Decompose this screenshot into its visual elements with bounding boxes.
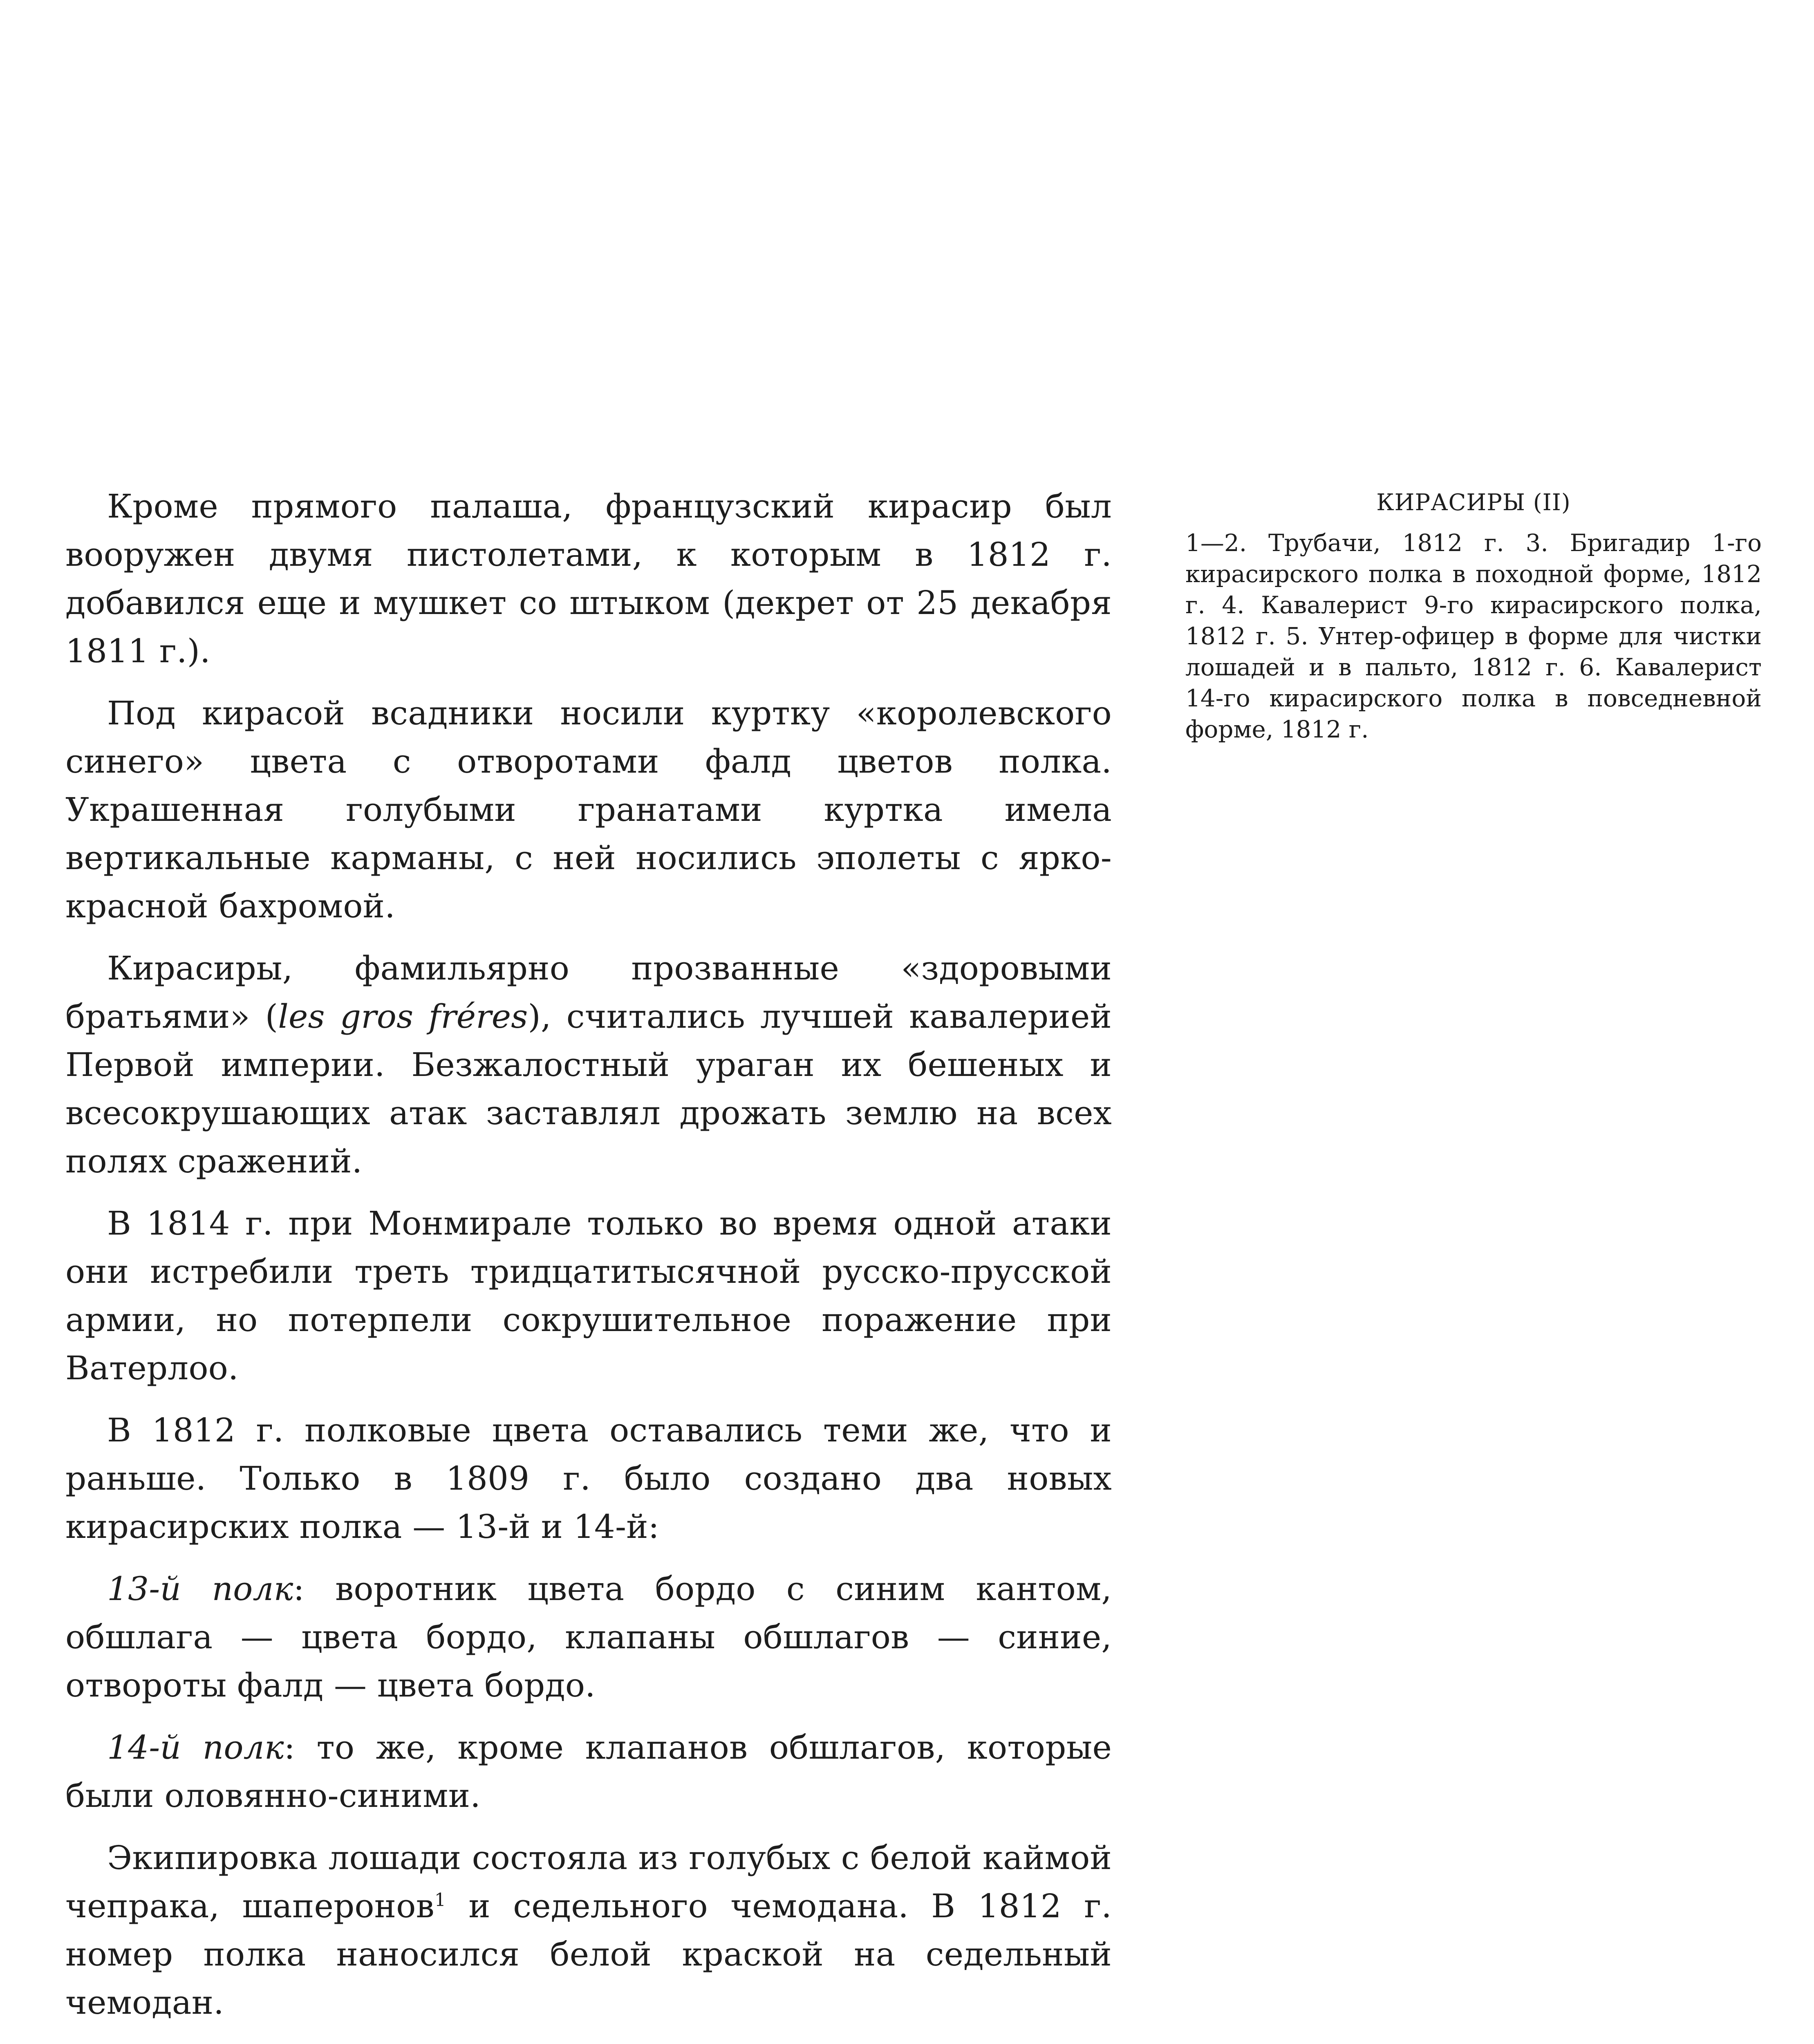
- sidebar-caption-column: [1185, 486, 1762, 745]
- sidebar-title: КИРАСИРЫ (II): [1376, 489, 1571, 516]
- paragraph-3: Кирасиры, фамильярно прозванные «здоровыми братьями» (les gros fréres), считались лучшей кавалерией Первой империи. Безжалостный ураган их бешеных и всесокрушающих атак заставлял дрожать землю на всех полях сражений.: [65, 949, 1112, 1180]
- paragraph-5: В 1812 г. полковые цвета оставались теми же, что и раньше. Только в 1809 г. было создано два новых кирасирских полка — 13-й и 14-й:: [65, 1411, 1112, 1546]
- footnote-ref-1: 1: [434, 1889, 446, 1911]
- paragraph-8: Экипировка лошади состояла из голубых с белой каймой чепрака, шаперонов$^1$ и седельного чемодана. В 1812 г. номер полка наносился белой краской на седельный чемодан.: [65, 1839, 1112, 2022]
- paragraph-4: В 1814 г. при Монмирале только во время одной атаки они истребили треть тридцатитысячной русско-прусской армии, но потерпели сокрушительное поражение при Ватерлоо.: [65, 1204, 1112, 1387]
- paragraph-1: Кроме прямого палаша, французский кирасир был вооружен двумя пистолетами, к которым в 1812 г. добавился еще и мушкет со штыком (декрет от 25 декабря 1811 г.).: [65, 487, 1112, 670]
- main-text-column: [65, 482, 1112, 2044]
- paragraph-6-regiment-13: 13-й полк: воротник цвета бордо с синим кантом, обшлага — цвета бордо, клапаны обшлагов — синие, отвороты фалд — цвета бордо.: [65, 1570, 1112, 1704]
- sidebar-caption: 1—2. Трубачи, 1812 г. 3. Бригадир 1-го кирасирского полка в походной форме, 1812 г. 4. Кавалерист 9-го кирасирского полка, 1812 г. 5. Унтер-офицер в форме для чистки лошадей и в пальто, 1812 г. 6. Кавалерист 14-го кирасирского полка в повседневной форме, 1812 г.: [1185, 529, 1762, 743]
- paragraph-2: Под кирасой всадники носили куртку «королевского синего» цвета с отворотами фалд цветов полка. Украшенная голубыми гранатами куртка имела вертикальные карманы, с ней носились эполеты с ярко-красной бахромой.: [65, 694, 1112, 925]
- paragraph-9: [65, 2041, 1112, 2044]
- paragraph-7-regiment-14: 14-й полк: то же, кроме клапанов обшлагов, которые были оловянно-синими.: [65, 1728, 1112, 1815]
